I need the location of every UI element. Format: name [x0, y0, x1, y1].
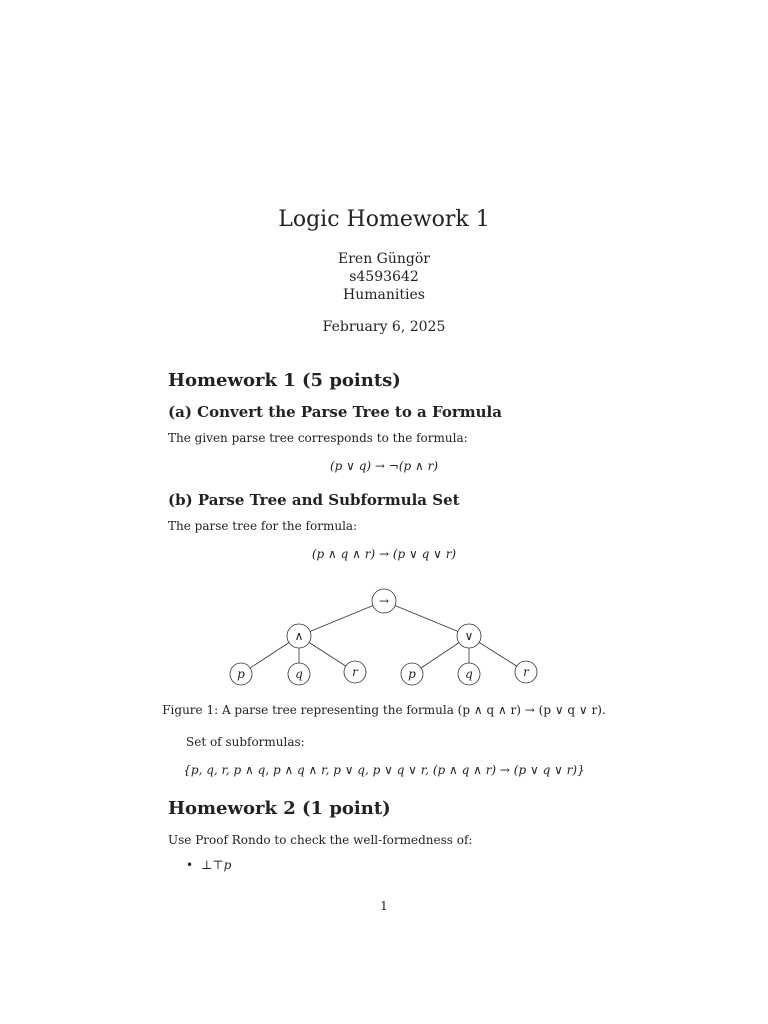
figure-caption: Figure 1: A parse tree representing the formula (p ∧ q ∧ r) → (p ∨ q ∨ r).	[162, 703, 606, 717]
tree-label-leaf: q	[295, 667, 303, 681]
tree-label-and: ∧	[294, 629, 304, 643]
tree-edge	[299, 601, 384, 636]
tree-label-leaf: q	[465, 667, 473, 681]
tree-edge	[384, 601, 469, 636]
student-id: s4593642	[349, 269, 419, 285]
tree-label-leaf: r	[352, 665, 358, 679]
page-number: 1	[380, 899, 388, 913]
author-block	[0, 250, 768, 304]
hw1a-heading: (a) Convert the Parse Tree to a Formula	[168, 403, 502, 421]
tree-label-leaf: p	[237, 667, 245, 681]
hw1-heading: Homework 1 (5 points)	[168, 370, 401, 391]
bullet-icon: •	[186, 858, 194, 872]
subformulas-label: Set of subformulas:	[186, 735, 305, 749]
hw1a-text: The given parse tree corresponds to the formula:	[168, 431, 468, 445]
hw1b-text: The parse tree for the formula:	[168, 519, 358, 533]
list-item	[186, 857, 231, 873]
tree-label-root: →	[378, 594, 390, 608]
tree-label-or: ∨	[464, 629, 474, 643]
document-date: February 6, 2025	[322, 319, 446, 335]
faculty: Humanities	[343, 287, 425, 303]
hw1b-heading: (b) Parse Tree and Subformula Set	[168, 491, 460, 509]
subformula-set: {p, q, r, p ∧ q, p ∧ q ∧ r, p ∨ q, p ∨ q ∨ r, (p ∧ q ∧ r) → (p ∨ q ∨ r)}	[183, 763, 585, 777]
tree-label-leaf: p	[408, 667, 416, 681]
document-title: Logic Homework 1	[278, 207, 490, 232]
parse-tree	[220, 586, 550, 690]
hw1a-formula: (p ∨ q) → ¬(p ∧ r)	[329, 459, 439, 473]
hw2-heading: Homework 2 (1 point)	[168, 798, 391, 819]
hw1b-formula: (p ∧ q ∧ r) → (p ∨ q ∨ r)	[311, 547, 457, 561]
tree-label-leaf: r	[523, 665, 529, 679]
hw2-text: Use Proof Rondo to check the well-formedness of:	[168, 833, 473, 847]
author-name: Eren Güngör	[338, 251, 430, 267]
formula-item: ⊥⊤p	[201, 858, 232, 872]
